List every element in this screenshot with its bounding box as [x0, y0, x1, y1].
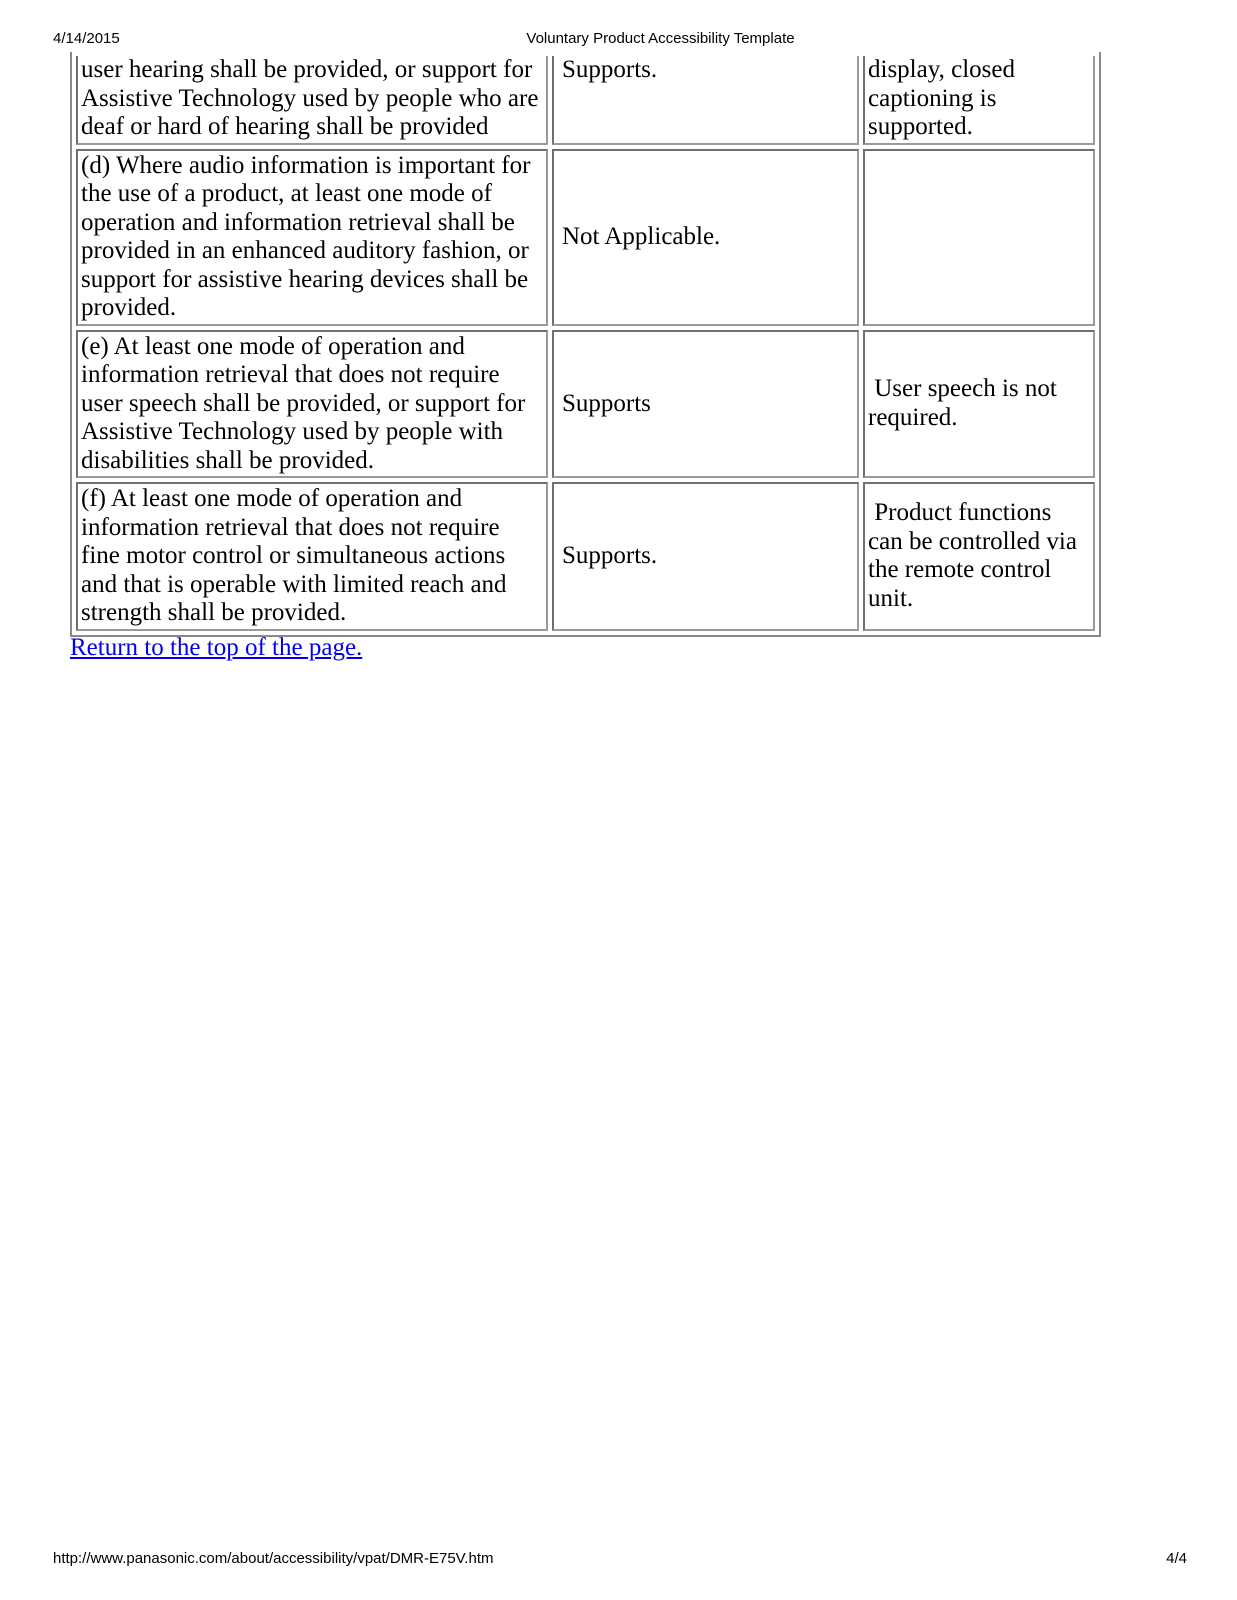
- remarks-cell: User speech is not required.: [863, 330, 1095, 479]
- support-level-cell: Not Applicable.: [552, 149, 859, 326]
- print-page-title: Voluntary Product Accessibility Template: [526, 30, 795, 47]
- table-row: [76, 330, 1095, 479]
- support-level-cell: Supports: [552, 330, 859, 479]
- return-to-top-link[interactable]: Return to the top of the page.: [70, 634, 363, 661]
- criteria-cell: (d) Where audio information is important for the use of a product, at least one mode of operation and information retrieval shall be provided in an enhanced auditory fashion, or support for assistive hearing devices shall be provided.: [76, 149, 548, 326]
- criteria-cell: (e) At least one mode of operation and information retrieval that does not require user speech shall be provided, or support for Assistive Technology used by people with disabilities shall be provided.: [76, 330, 548, 479]
- criteria-cell: (f) At least one mode of operation and information retrieval that does not require fine motor control or simultaneous actions and that is operable with limited reach and strength shall be provided.: [76, 482, 548, 631]
- support-level-cell: Supports.: [552, 56, 859, 145]
- vpat-table-container: [70, 56, 1090, 637]
- remarks-cell: display, closed captioning is supported.: [863, 56, 1095, 145]
- print-url: http://www.panasonic.com/about/accessibility/vpat/DMR-E75V.htm: [53, 1550, 494, 1567]
- print-footer: [0, 1550, 1237, 1570]
- table-row: [76, 149, 1095, 326]
- remarks-cell: [863, 149, 1095, 326]
- print-header: [0, 30, 1237, 50]
- criteria-cell: user hearing shall be provided, or support for Assistive Technology used by people who are deaf or hard of hearing shall be provided: [76, 56, 548, 145]
- table-row: [76, 56, 1095, 145]
- vpat-table: [70, 52, 1101, 637]
- table-row: [76, 482, 1095, 631]
- page-number: 4/4: [1166, 1550, 1187, 1567]
- support-level-cell: Supports.: [552, 482, 859, 631]
- remarks-cell: Product functions can be controlled via the remote control unit.: [863, 482, 1095, 631]
- print-date: 4/14/2015: [53, 30, 120, 47]
